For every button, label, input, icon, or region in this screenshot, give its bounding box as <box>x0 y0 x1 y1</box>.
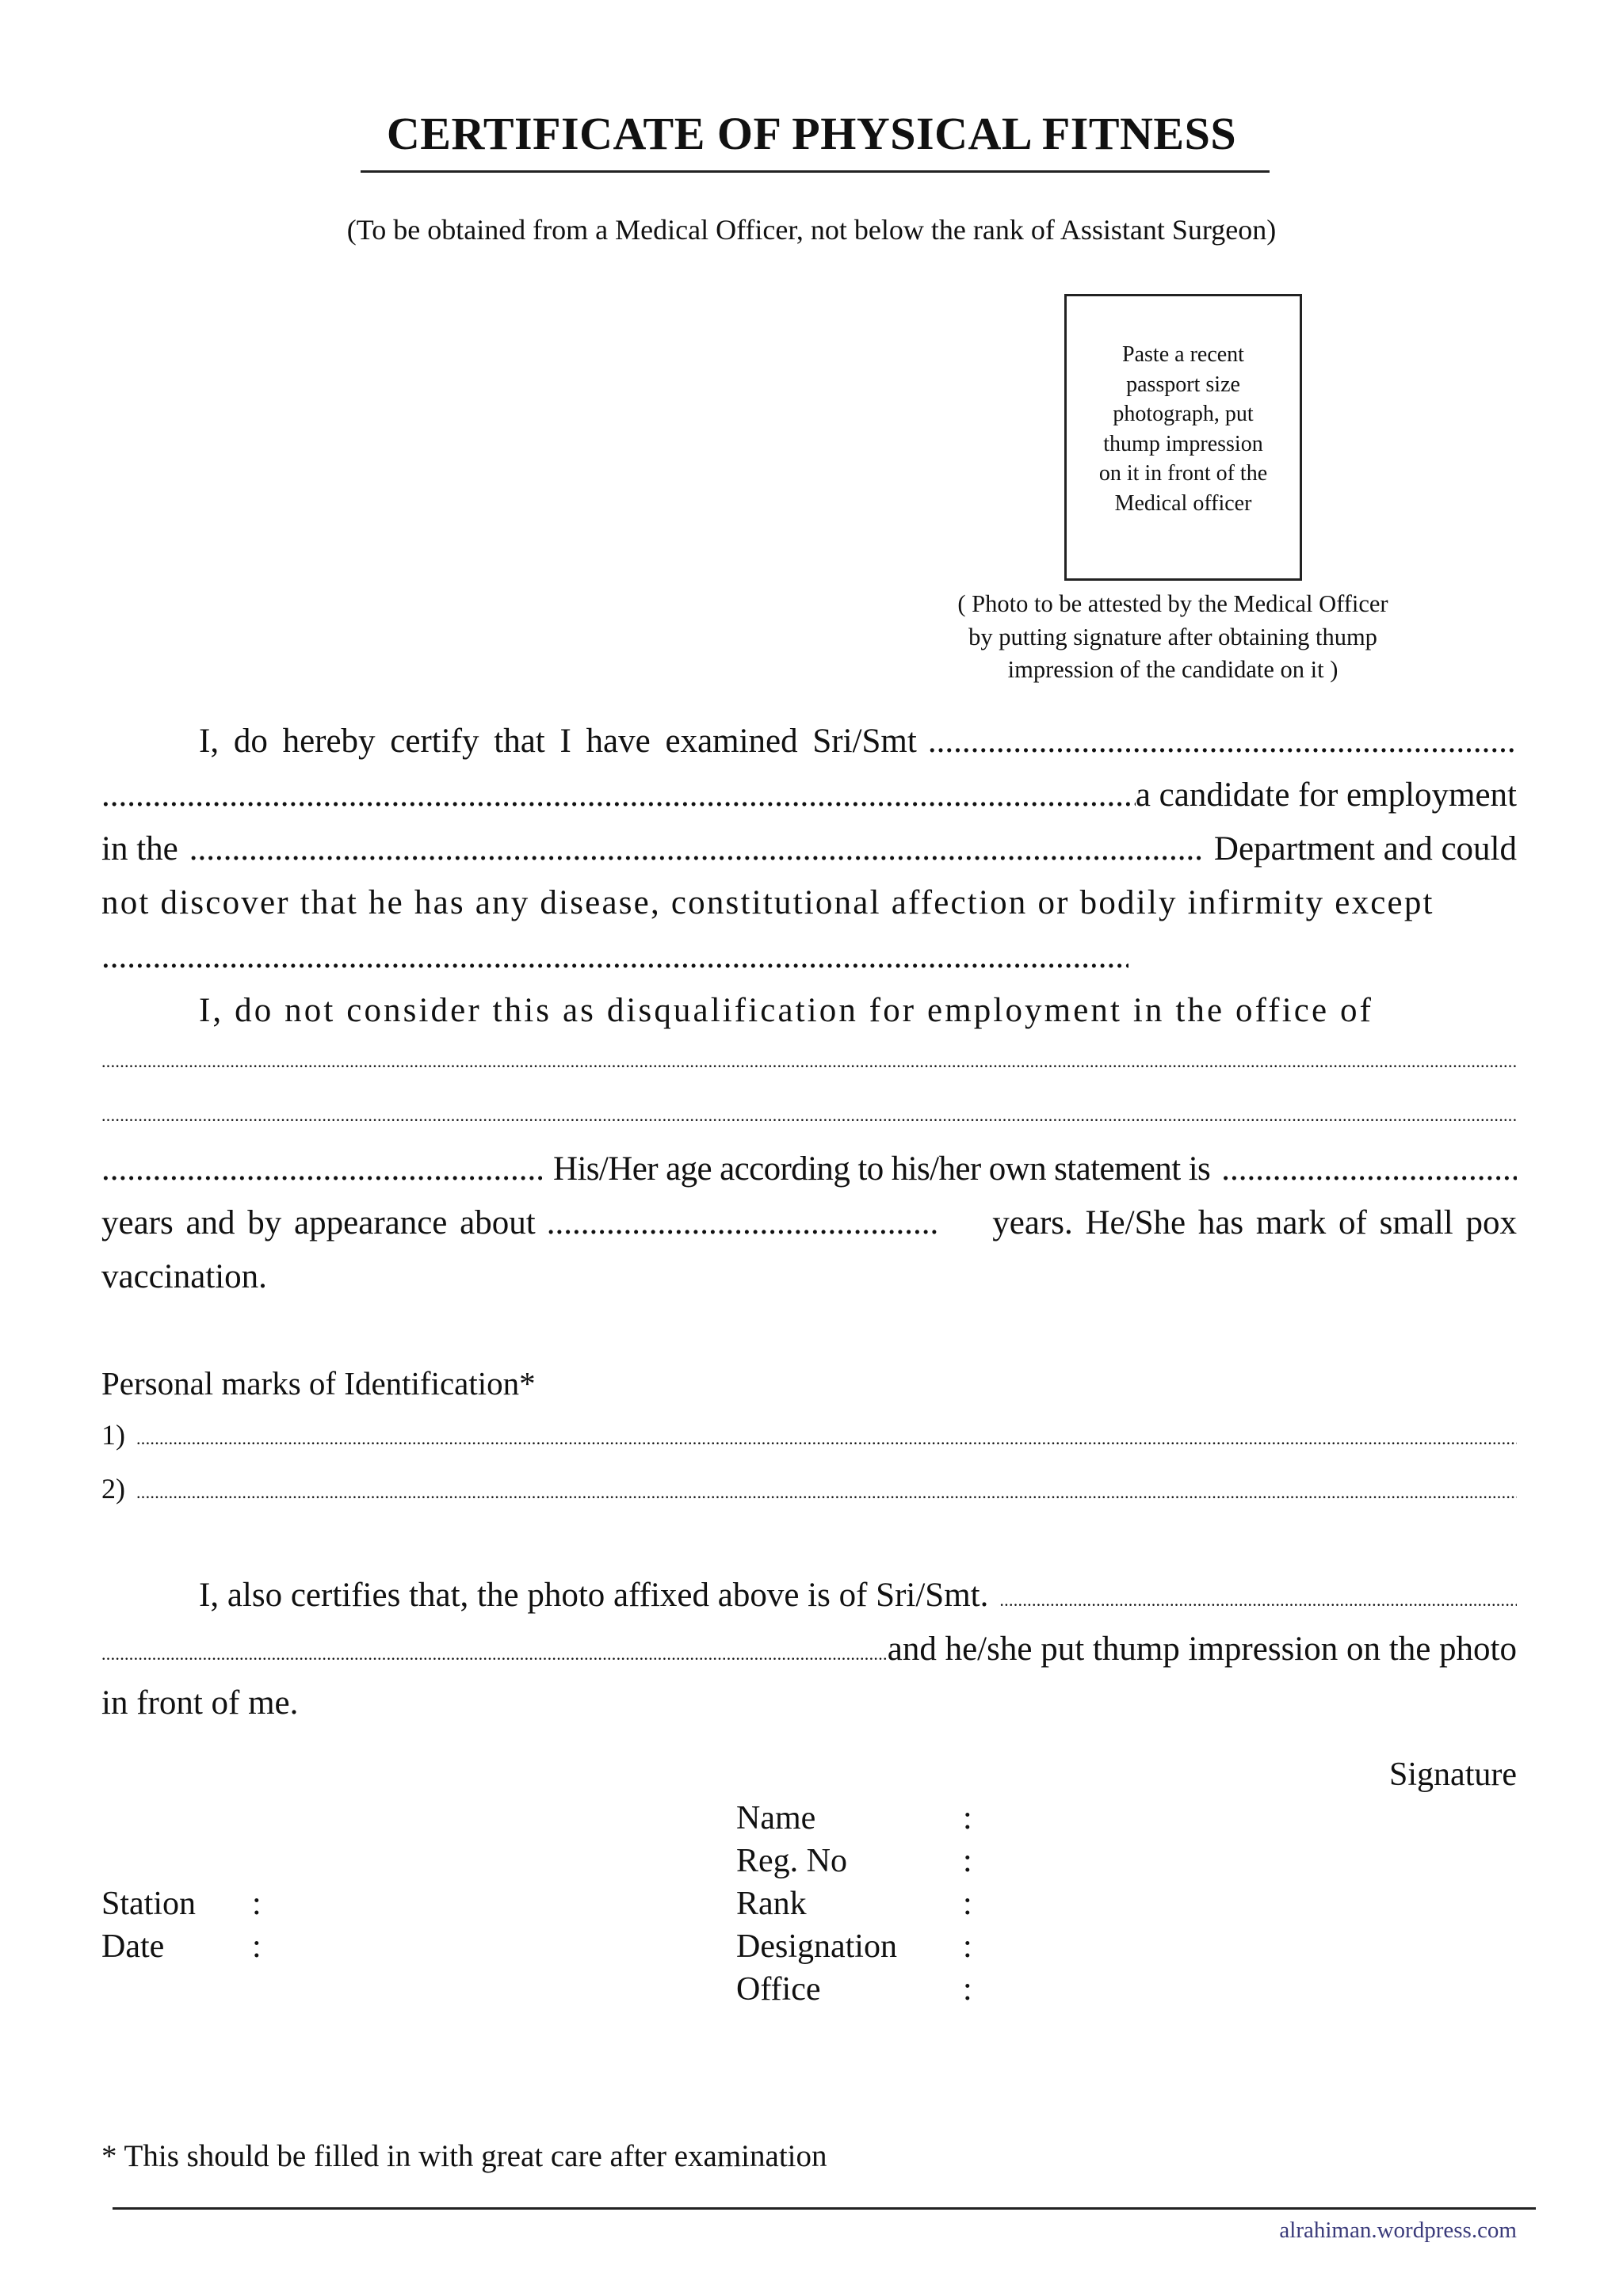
office-field-label: Office <box>736 1971 821 2008</box>
disqualify-line-1 <box>101 990 1517 1032</box>
website-link[interactable]: alrahiman.wordpress.com <box>1279 2218 1517 2243</box>
not-discover-text: not discover that he has any disease, constitutional affection or bodily infirmity except <box>101 884 1434 921</box>
station-field-colon: : <box>252 1886 262 1922</box>
photo-cert-line-2 <box>101 1629 1517 1670</box>
front-of-me-text: in front of me. <box>101 1684 299 1722</box>
thump-text: and he/she put thump impression on the photo <box>887 1630 1517 1668</box>
office-blank[interactable] <box>101 1041 1517 1082</box>
office-blank-end[interactable] <box>101 1149 542 1190</box>
date-field-label: Date <box>101 1928 165 1965</box>
candidate-name-blank[interactable] <box>928 721 1517 762</box>
identification-number: 1) <box>101 1419 125 1451</box>
photo-cert-line-1 <box>101 1575 1517 1616</box>
certify-line-2 <box>101 775 1517 816</box>
reg-no-field-colon: : <box>963 1843 972 1879</box>
exception-blank[interactable] <box>101 936 1128 978</box>
name-field-colon: : <box>963 1800 972 1836</box>
title-underline <box>361 170 1270 173</box>
page-subtitle: (To be obtained from a Medical Officer, not below the rank of Assistant Surgeon) <box>346 214 1277 246</box>
certify-line-4 <box>101 883 1517 924</box>
certify-line-3 <box>101 829 1517 870</box>
photo-cert-text: I, also certifies that, the photo affixed above is of Sri/Smt. <box>199 1577 989 1614</box>
photo-instruction-line: Medical officer <box>1114 490 1252 516</box>
candidate-name-blank-cont[interactable] <box>101 775 1136 816</box>
photo-placeholder-box <box>1064 294 1302 581</box>
photo-note-line: ( Photo to be attested by the Medical Officer <box>957 590 1388 617</box>
stated-age-blank[interactable] <box>1221 1149 1517 1190</box>
disqualify-text: I, do not consider this as disqualification for employment in the office of <box>199 992 1373 1029</box>
office-blank[interactable] <box>101 1095 1517 1136</box>
department-blank[interactable] <box>189 829 1203 870</box>
age-line <box>101 1149 1517 1190</box>
certify-text: I, do hereby certify that I have examined Sri/Smt <box>199 723 917 760</box>
apparent-age-blank[interactable] <box>547 1203 938 1244</box>
candidate-text: a candidate for employment <box>1135 776 1517 814</box>
footer-rule <box>113 2207 1536 2210</box>
signature-label: Signature <box>1389 1756 1517 1793</box>
photo-instructions <box>1075 340 1292 518</box>
photo-instruction-line: photograph, put <box>1113 402 1254 426</box>
photo-attestation-note <box>911 588 1434 687</box>
photo-note-line: impression of the candidate on it ) <box>1007 656 1338 683</box>
photo-instruction-line: Paste a recent <box>1122 342 1244 367</box>
vaccination-line <box>101 1257 1517 1298</box>
years-mark-text: years. He/She has mark of small pox <box>992 1204 1517 1241</box>
page-title: CERTIFICATE OF PHYSICAL FITNESS <box>386 108 1237 159</box>
appearance-line <box>101 1203 1517 1244</box>
identification-row-1 <box>101 1418 1517 1455</box>
identification-row-2 <box>101 1472 1517 1508</box>
office-blank-line-2[interactable] <box>101 1095 1517 1136</box>
station-field-label: Station <box>101 1886 197 1922</box>
photo-person-blank-cont[interactable] <box>101 1634 888 1675</box>
identification-blank-2[interactable] <box>136 1482 1517 1503</box>
office-field-colon: : <box>963 1971 972 2008</box>
rank-field-colon: : <box>963 1886 972 1922</box>
age-text: His/Her age according to his/her own statement is <box>553 1150 1211 1188</box>
vaccination-text: vaccination. <box>101 1258 267 1295</box>
identification-blank-1[interactable] <box>136 1428 1517 1449</box>
name-field-label: Name <box>736 1800 816 1836</box>
designation-field-label: Designation <box>736 1928 897 1965</box>
office-blank-line-1[interactable] <box>101 1041 1517 1082</box>
photo-person-blank[interactable] <box>999 1580 1517 1621</box>
identification-heading: Personal marks of Identification* <box>101 1365 536 1402</box>
photo-instruction-line: passport size <box>1126 372 1240 397</box>
designation-field-colon: : <box>963 1928 972 1965</box>
footnote: * This should be filled in with great care after examination <box>101 2139 827 2173</box>
in-the-text: in the <box>101 830 178 868</box>
certify-line-1 <box>101 721 1517 762</box>
photo-instruction-line: thump impression <box>1103 431 1263 456</box>
rank-field-label: Rank <box>736 1886 807 1922</box>
photo-instruction-line: on it in front of the <box>1098 461 1268 486</box>
certify-line-5 <box>101 936 1128 978</box>
reg-no-field-label: Reg. No <box>736 1843 847 1879</box>
identification-number: 2) <box>101 1473 125 1505</box>
photo-cert-line-3 <box>101 1683 1517 1724</box>
years-by-text: years and by appearance about <box>101 1204 536 1241</box>
date-field-colon: : <box>252 1928 262 1965</box>
photo-note-line: by putting signature after obtaining thump <box>968 623 1377 650</box>
department-text: Department and could <box>1213 830 1517 868</box>
